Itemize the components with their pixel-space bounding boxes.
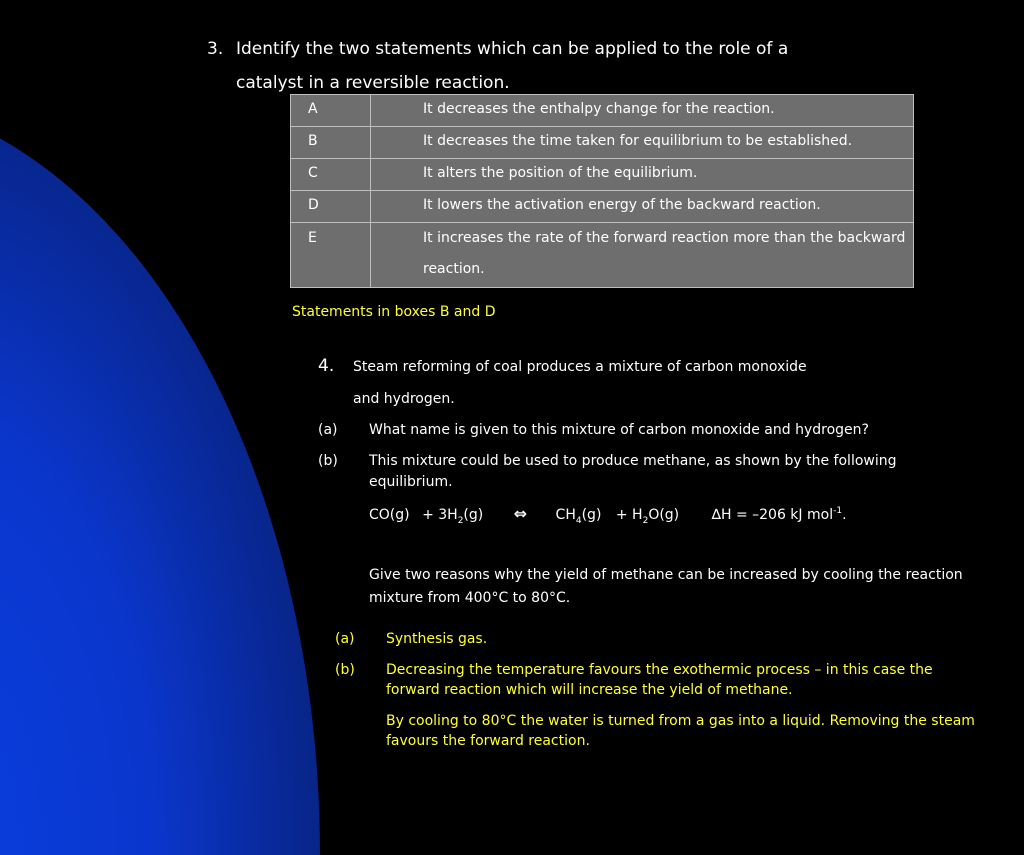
blue-background-shape <box>0 95 320 855</box>
question-3-number: 3. <box>207 39 224 59</box>
answer-4b-text2: By cooling to 80°C the water is turned from a gas into a liquid. Removing the steam favours the forward reaction. <box>386 713 975 749</box>
question-4-give-text: Give two reasons why the yield of methane can be increased by cooling the reaction mixture from 400°C to 80°C. <box>369 567 963 606</box>
eq-plus-h2: + 3H <box>422 507 458 523</box>
eq-sub-2: 2 <box>457 515 464 526</box>
answer-4b-text: Decreasing the temperature favours the exothermic process – in this case the forward reaction which will increase the yield of methane. <box>386 662 933 698</box>
question-3-text-line2: catalyst in a reversible reaction. <box>236 73 510 93</box>
table-row <box>291 127 914 159</box>
answer-4b-label: (b) <box>335 662 355 678</box>
statement-text: It alters the position of the equilibrium. <box>371 159 914 191</box>
statement-letter: E <box>291 223 371 288</box>
equilibrium-arrow-icon: ⇔ <box>513 504 528 523</box>
eq-ch: CH <box>555 507 576 523</box>
statement-text: It increases the rate of the forward reaction more than the backward reaction. <box>371 223 914 288</box>
question-4-text-line2: and hydrogen. <box>353 391 455 407</box>
part-a-label: (a) <box>318 422 338 438</box>
eq-ch4-state: (g) <box>581 507 602 523</box>
statements-table <box>290 94 914 288</box>
answer-4a-text: Synthesis gas. <box>386 631 488 647</box>
statement-letter: A <box>291 95 371 127</box>
eq-sub-2b: 2 <box>642 515 649 526</box>
question-4-text-line1: Steam reforming of coal produces a mixture of carbon monoxide <box>353 359 807 375</box>
equilibrium-equation <box>369 504 847 526</box>
table-row <box>291 191 914 223</box>
table-row <box>291 223 914 288</box>
answer-4a-label: (a) <box>335 631 355 647</box>
eq-plus-h: + H <box>615 507 643 523</box>
eq-water: O(g) <box>648 507 680 523</box>
eq-h2-state: (g) <box>463 507 484 523</box>
question-3-answer: Statements in boxes B and D <box>292 304 496 320</box>
statement-letter: C <box>291 159 371 191</box>
statement-text: It decreases the enthalpy change for the reaction. <box>371 95 914 127</box>
statement-text: It decreases the time taken for equilibrium to be established. <box>371 127 914 159</box>
part-a-text: What name is given to this mixture of carbon monoxide and hydrogen? <box>369 422 869 438</box>
eq-reactant-co: CO(g) <box>369 507 410 523</box>
question-3 <box>207 32 788 100</box>
statement-letter: B <box>291 127 371 159</box>
eq-sup: -1 <box>833 506 843 517</box>
statement-text: It lowers the activation energy of the backward reaction. <box>371 191 914 223</box>
part-b-label: (b) <box>318 453 338 469</box>
eq-enthalpy: ∆H = –206 kJ mol <box>711 507 834 523</box>
eq-period: . <box>842 507 847 523</box>
eq-sub-4: 4 <box>575 515 582 526</box>
statement-letter: D <box>291 191 371 223</box>
table-row <box>291 159 914 191</box>
table-row <box>291 95 914 127</box>
question-3-text-line1: Identify the two statements which can be applied to the role of a <box>236 39 789 59</box>
part-b-text: This mixture could be used to produce methane, as shown by the following equilibrium. <box>369 453 897 490</box>
question-4-number: 4. <box>318 356 335 376</box>
